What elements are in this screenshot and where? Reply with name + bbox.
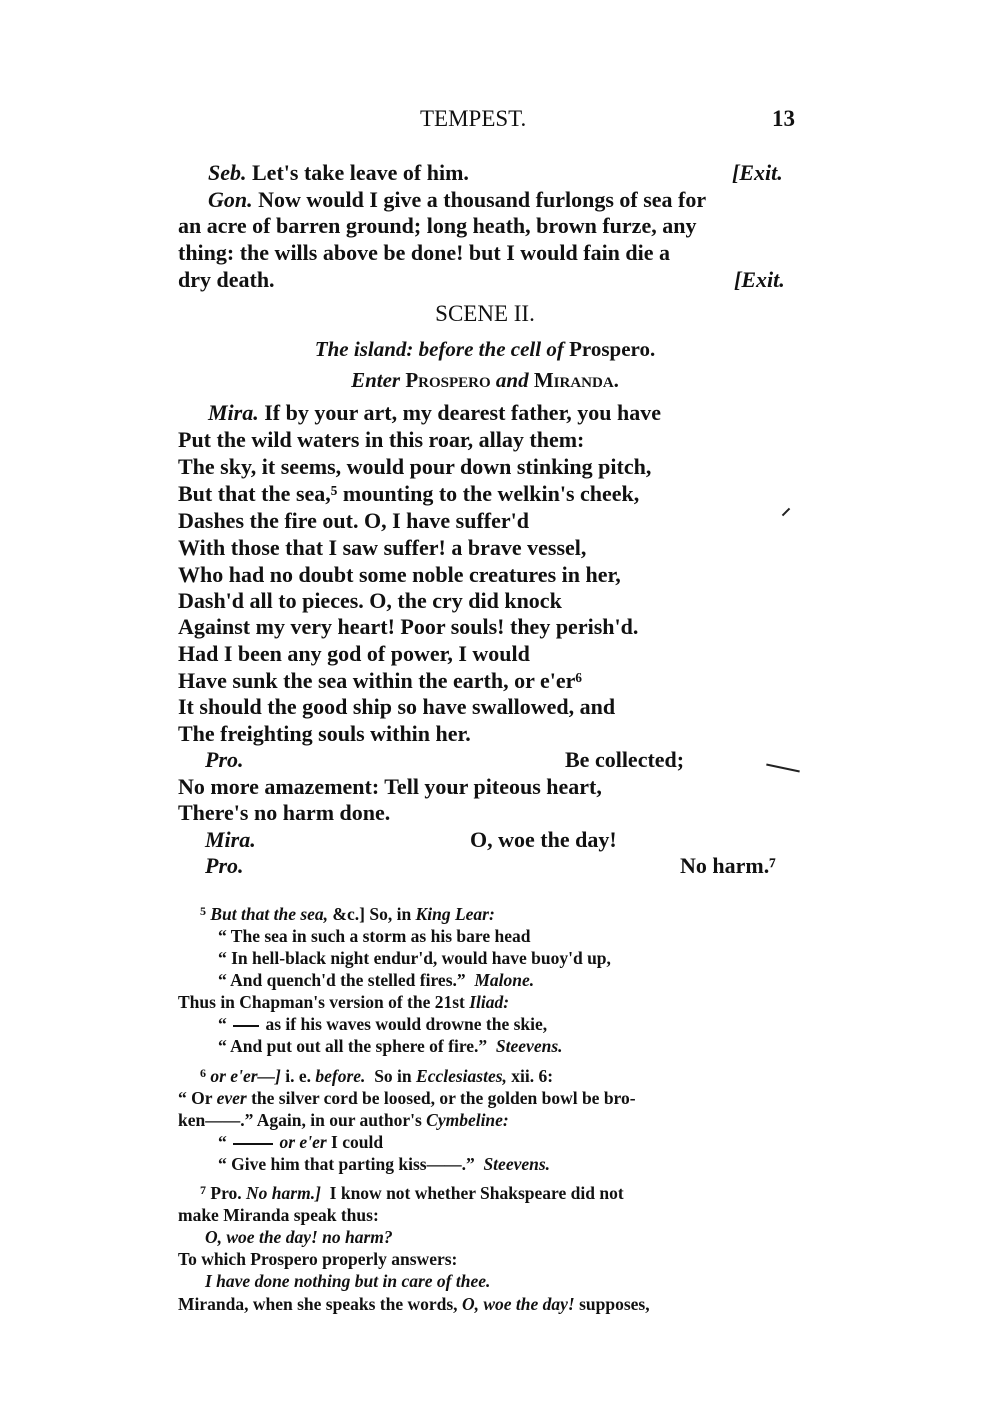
verse-line: Have sunk the sea within the earth, or e'er⁶ [178,668,582,693]
pro-line-2: No more amazement: Tell your piteous heart, [178,774,602,799]
footnote-7-quote: I have done nothing but in care of thee. [205,1271,491,1291]
pro-text-2: No harm.⁷ [680,853,776,878]
pro-text-1: Be collected; [565,747,685,772]
footnote-6-quote: “ Give him that parting kiss——.” Steevens. [218,1154,551,1174]
verse-line: The sky, it seems, would pour down stinking pitch, [178,454,652,479]
verse-line: Against my very heart! Poor souls! they perish'd. [178,614,639,639]
margin-mark [766,763,800,772]
footnote-7-line-1: $^7$ Pro. No harm.] I know not whether Shakspeare did not [200,1183,624,1203]
verse-line: Dash'd all to pieces. O, the cry did knock [178,588,562,613]
footnote-7-line-4: To which Prospero properly answers: [178,1249,458,1269]
verse-line: Dashes the fire out. O, I have suffer'd [178,508,529,533]
page-number: 13 [772,106,795,131]
footnote-marker: 7 [200,1183,206,1197]
mira-line-1: Mira. If by your art, my dearest father, you have [208,400,662,425]
footnote-6-line-3: ken——.” Again, in our author's Cymbeline: [178,1110,509,1130]
stage-direction-exit-1: [Exit. [732,160,783,185]
footnote-7-line-6: Miranda, when she speaks the words, O, woe the day! supposes, [178,1294,650,1314]
seb-line [208,160,469,186]
footnote-5-line-1: $^5$ But that the sea, &c.] So, in King Lear: [200,904,495,924]
speaker-pro-1: Pro. [205,747,244,772]
footnote-6-quote: “ or e'er I could [218,1132,384,1152]
footnote-6-line-1: $^6$ or e'er—] i. e. before. So in Ecclesiastes, xii. 6: [200,1066,554,1086]
speaker-gon: Gon. [208,187,253,212]
gon-line-3: thing: the wills above be done! but I would fain die a [178,240,671,265]
verse-line: Put the wild waters in this roar, allay them: [178,427,585,452]
footnote-5-thus: Thus in Chapman's version of the 21st Iliad: [178,992,510,1012]
footnote-5-quote: “ And put out all the sphere of fire.” Steevens. [218,1036,563,1056]
pro-line-3: There's no harm done. [178,800,391,825]
footnote-5-quote: “ The sea in such a storm as his bare head [218,926,531,946]
footnote-7-line-2: make Miranda speak thus: [178,1205,379,1225]
speaker-mira-2: Mira. [205,827,256,852]
footnote-5-quote: “ In hell-black night endur'd, would have buoy'd up, [218,948,611,968]
speaker-pro-2: Pro. [205,853,244,878]
running-title: TEMPEST. [420,106,527,131]
verse-line: But that the sea,⁵ mounting to the welkin's cheek, [178,481,640,506]
footnote-5-quote: “ And quench'd the stelled fires.” Malone. [218,970,535,990]
gon-line-1: Gon. Now would I give a thousand furlongs of sea for [208,187,707,212]
verse-line: Had I been any god of power, I would [178,641,530,666]
gon-line-2: an acre of barren ground; long heath, brown furze, any [178,213,697,238]
scene-heading: SCENE II. [435,301,535,326]
gon-line-4: dry death. [178,267,275,292]
speaker-mira: Mira. [208,400,259,425]
speaker-seb: Seb. [208,160,247,185]
footnote-marker: 6 [200,1066,206,1080]
verse-line: The freighting souls within her. [178,721,471,746]
footnote-marker: 5 [200,904,206,918]
footnote-5-quote: “ as if his waves would drowne the skie, [218,1014,548,1034]
margin-mark [782,508,790,516]
seb-text: Let's take leave of him. [252,160,469,185]
stage-direction-exit-2: [Exit. [734,267,785,292]
verse-line: Who had no doubt some noble creatures in her, [178,562,621,587]
footnote-6-line-2: “ Or ever the silver cord be loosed, or the golden bowl be bro- [178,1088,636,1108]
verse-line: With those that I saw suffer! a brave vessel, [178,535,587,560]
verse-line: It should the good ship so have swallowed, and [178,694,616,719]
mira-text-2: O, woe the day! [470,827,617,852]
footnote-7-quote: O, woe the day! no harm? [205,1227,393,1247]
scene-entrance: Enter Prospero and Miranda. [351,368,619,392]
scene-setting: The island: before the cell of Prospero. [314,337,656,361]
